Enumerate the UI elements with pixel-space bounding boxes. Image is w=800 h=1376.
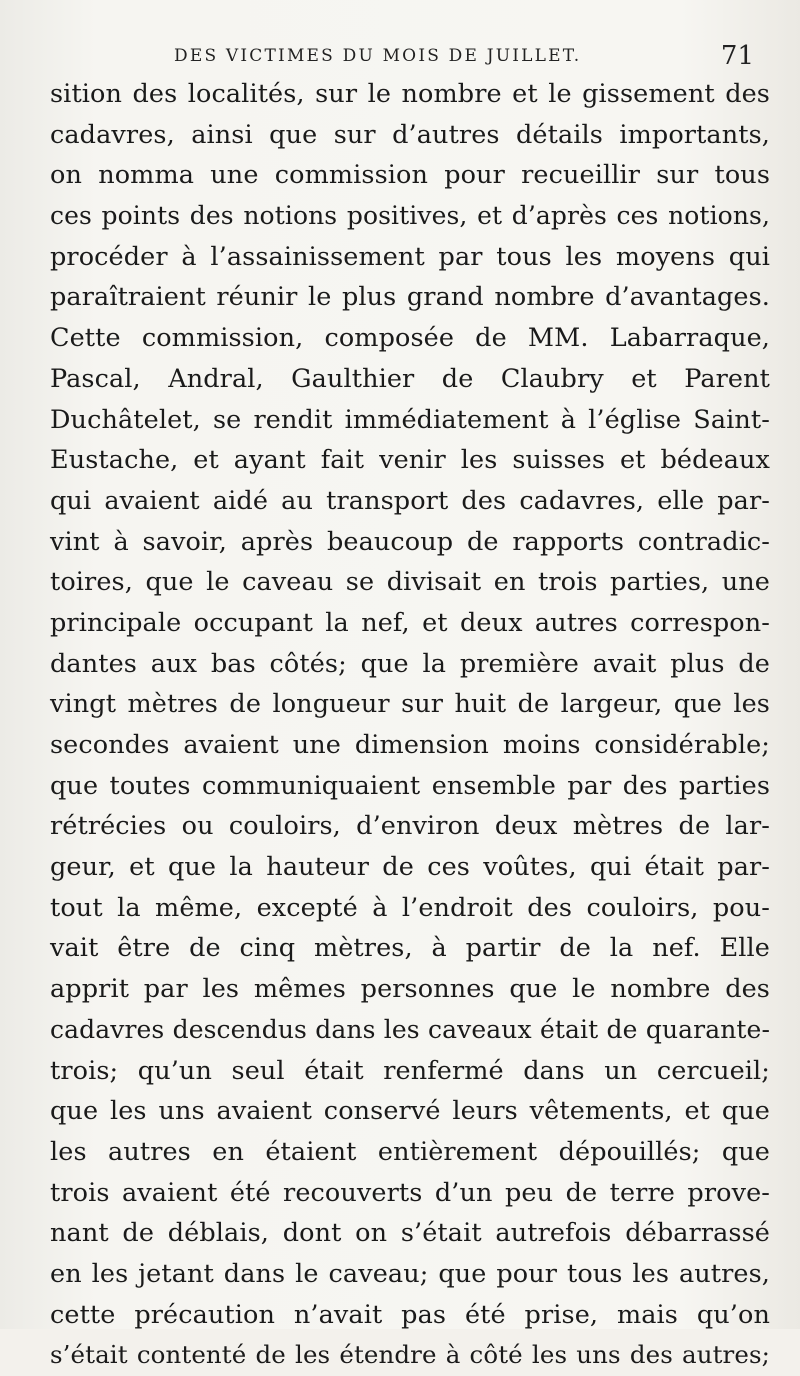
- text-line: rétrécies ou couloirs, d’environ deux mètres de lar-: [50, 811, 770, 842]
- text-line: vint à savoir, après beaucoup de rapports contradic-: [50, 526, 770, 557]
- page-number: 71: [720, 41, 754, 71]
- body-text: [50, 74, 770, 1376]
- text-line: qui avaient aidé au transport des cadavres, elle par-: [50, 485, 770, 516]
- text-line: cette précaution n’avait pas été prise, mais qu’on: [50, 1299, 770, 1330]
- text-line: Duchâtelet, se rendit immédiatement à l’église Saint-: [50, 404, 770, 435]
- text-line: cadavres, ainsi que sur d’autres détails importants,: [50, 119, 770, 150]
- text-line: procéder à l’assainissement par tous les moyens qui: [50, 241, 770, 272]
- text-line: Pascal, Andral, Gaulthier de Claubry et Parent: [50, 363, 770, 394]
- text-line: ces points des notions positives, et d’après ces notions,: [50, 201, 770, 231]
- text-line: cadavres descendus dans les caveaux était de quarante-: [50, 1014, 770, 1044]
- text-line: apprit par les mêmes personnes que le nombre des: [50, 974, 770, 1005]
- text-line: que toutes communiquaient ensemble par des parties: [50, 770, 770, 801]
- text-line: que les uns avaient conservé leurs vêtements, et que: [50, 1096, 770, 1127]
- page-header: [174, 36, 754, 76]
- text-line: paraîtraient réunir le plus grand nombre d’avantages.: [50, 282, 770, 313]
- text-line: trois; qu’un seul était renfermé dans un cercueil;: [50, 1055, 770, 1086]
- text-line: nant de déblais, dont on s’était autrefois débarrassé: [50, 1218, 770, 1249]
- text-line: s’était contenté de les étendre à côté les uns des autres;: [50, 1340, 770, 1370]
- text-line: les autres en étaient entièrement dépouillés; que: [50, 1136, 770, 1167]
- text-line: geur, et que la hauteur de ces voûtes, qui était par-: [50, 852, 770, 883]
- text-line: Eustache, et ayant fait venir les suisses et bédeaux: [50, 445, 770, 476]
- text-line: vait être de cinq mètres, à partir de la nef. Elle: [50, 933, 770, 964]
- text-line: toires, que le caveau se divisait en trois parties, une: [50, 567, 770, 598]
- running-head: DES VICTIMES DU MOIS DE JUILLET.: [174, 46, 582, 66]
- text-line: tout la même, excepté à l’endroit des couloirs, pou-: [50, 892, 770, 923]
- text-line: principale occupant la nef, et deux autres correspon-: [50, 607, 770, 638]
- text-line: on nomma une commission pour recueillir sur tous: [50, 160, 770, 191]
- text-line: vingt mètres de longueur sur huit de largeur, que les: [50, 689, 770, 720]
- text-line: Cette commission, composée de MM. Labarraque,: [50, 323, 770, 354]
- text-line: secondes avaient une dimension moins considérable;: [50, 730, 770, 760]
- text-line: sition des localités, sur le nombre et le gissement des: [50, 79, 770, 109]
- text-line: dantes aux bas côtés; que la première avait plus de: [50, 648, 770, 679]
- text-line: en les jetant dans le caveau; que pour tous les autres,: [50, 1258, 770, 1289]
- text-line: trois avaient été recouverts d’un peu de terre prove-: [50, 1177, 770, 1208]
